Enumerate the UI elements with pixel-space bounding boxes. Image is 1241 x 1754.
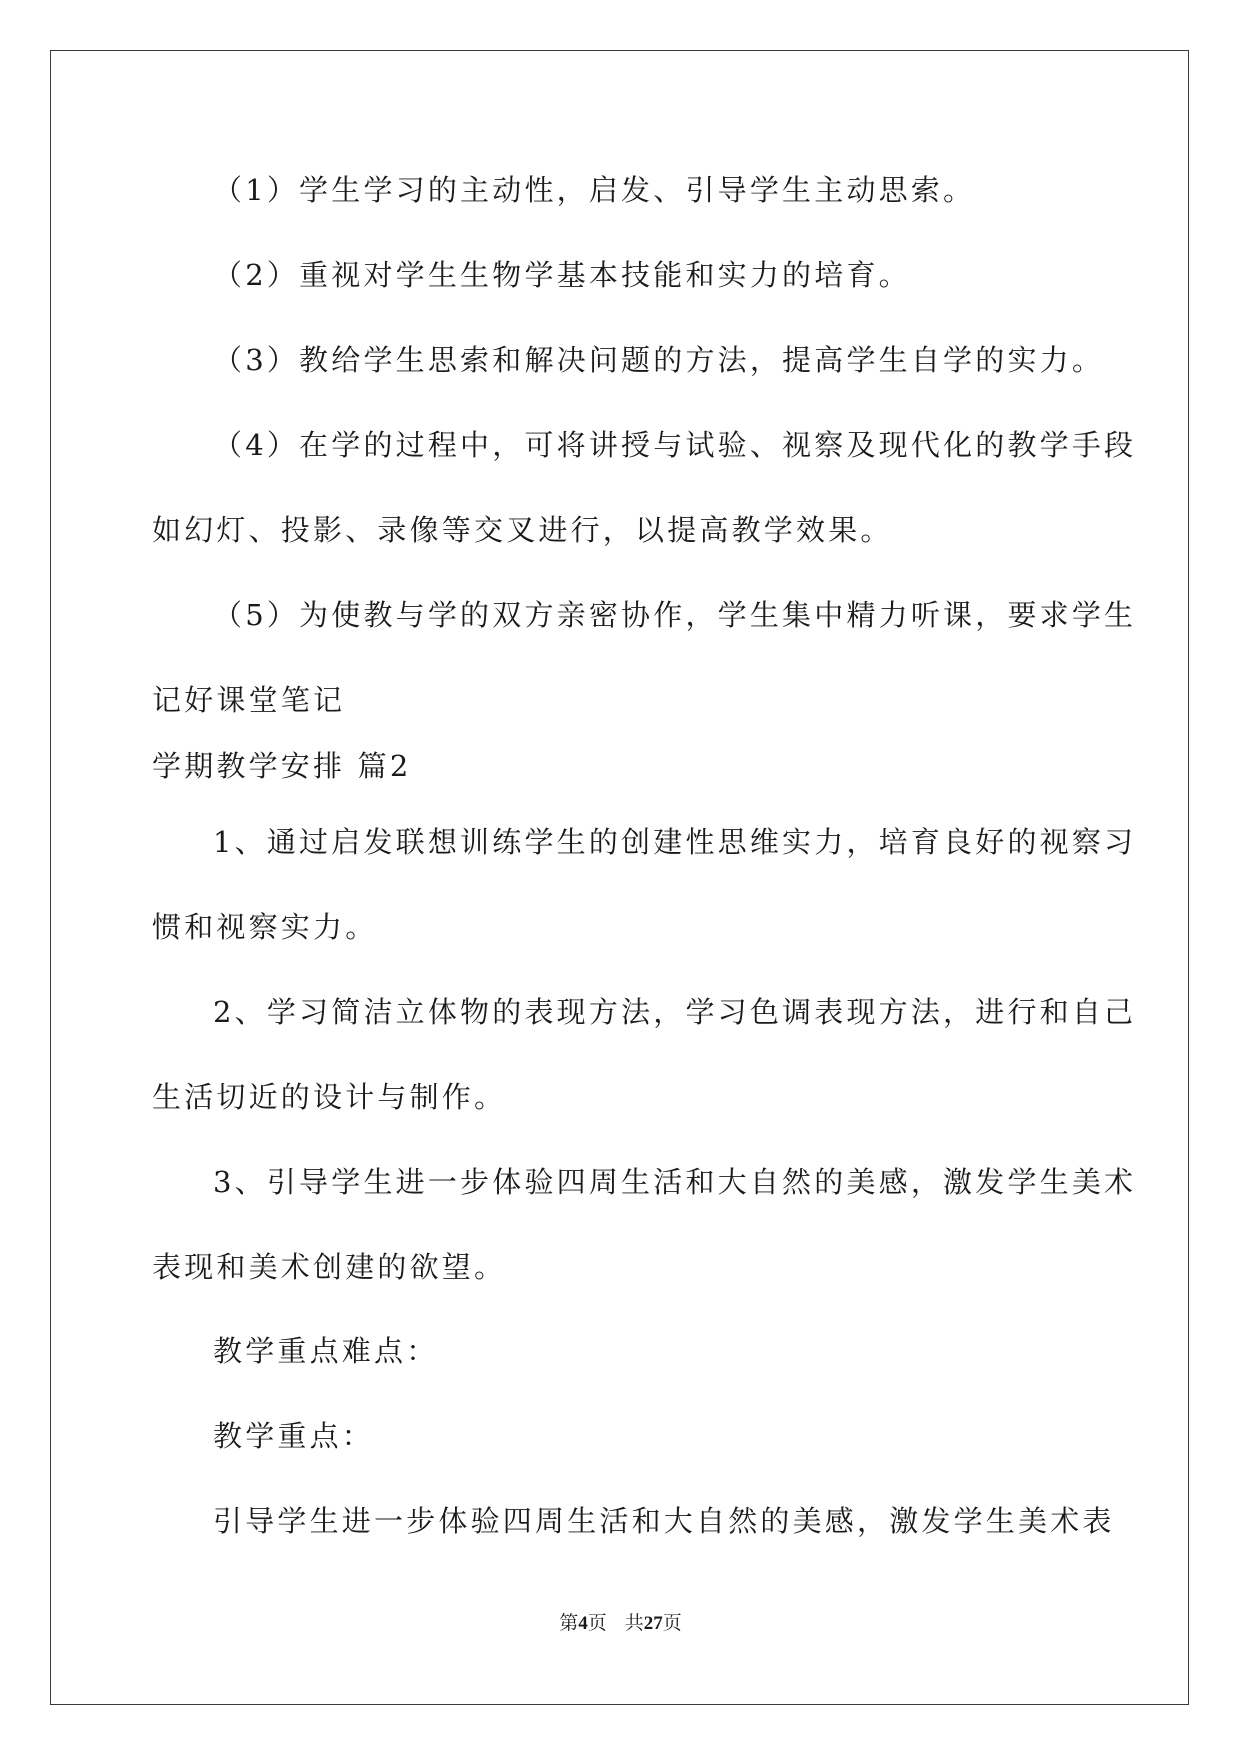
- footer-prefix: 第: [559, 1613, 579, 1634]
- current-page-number: 4: [578, 1613, 588, 1634]
- paragraph-line: 记好课堂笔记: [152, 683, 346, 717]
- paragraph-line: （3）教给学生思索和解决问题的方法，提高学生自学的实力。: [213, 343, 1105, 377]
- paragraph-line: 3、引导学生进一步体验四周生活和大自然的美感，激发学生美术: [213, 1165, 1137, 1199]
- section-heading: 学期教学安排 篇2: [152, 749, 412, 783]
- paragraph-line: 1、通过启发联想训练学生的创建性思维实力，培育良好的视察习: [213, 825, 1137, 859]
- total-pages-number: 27: [643, 1613, 663, 1634]
- paragraph-line: （5）为使教与学的双方亲密协作，学生集中精力听课，要求学生: [213, 598, 1137, 632]
- paragraph-line: 2、学习简洁立体物的表现方法，学习色调表现方法，进行和自己: [213, 995, 1137, 1029]
- paragraph-line: 教学重点难点：: [213, 1334, 439, 1368]
- page-border: [50, 50, 1189, 1705]
- paragraph-line: （1）学生学习的主动性，启发、引导学生主动思索。: [213, 173, 976, 207]
- page-footer: [0, 1612, 1241, 1636]
- paragraph-line: 生活切近的设计与制作。: [152, 1080, 507, 1114]
- paragraph-line: 如幻灯、投影、录像等交叉进行，以提高教学效果。: [152, 513, 893, 547]
- paragraph-line: 表现和美术创建的欲望。: [152, 1250, 507, 1284]
- paragraph-line: （2）重视对学生生物学基本技能和实力的培育。: [213, 258, 911, 292]
- footer-total-suffix: 页: [662, 1613, 682, 1634]
- paragraph-line: 教学重点：: [213, 1419, 375, 1453]
- paragraph-line: 引导学生进一步体验四周生活和大自然的美感，激发学生美术表: [213, 1504, 1115, 1538]
- paragraph-line: 惯和视察实力。: [152, 910, 378, 944]
- footer-total-prefix: 共: [624, 1613, 644, 1634]
- footer-page-suffix: 页: [587, 1613, 607, 1634]
- paragraph-line: （4）在学的过程中，可将讲授与试验、视察及现代化的教学手段: [213, 428, 1137, 462]
